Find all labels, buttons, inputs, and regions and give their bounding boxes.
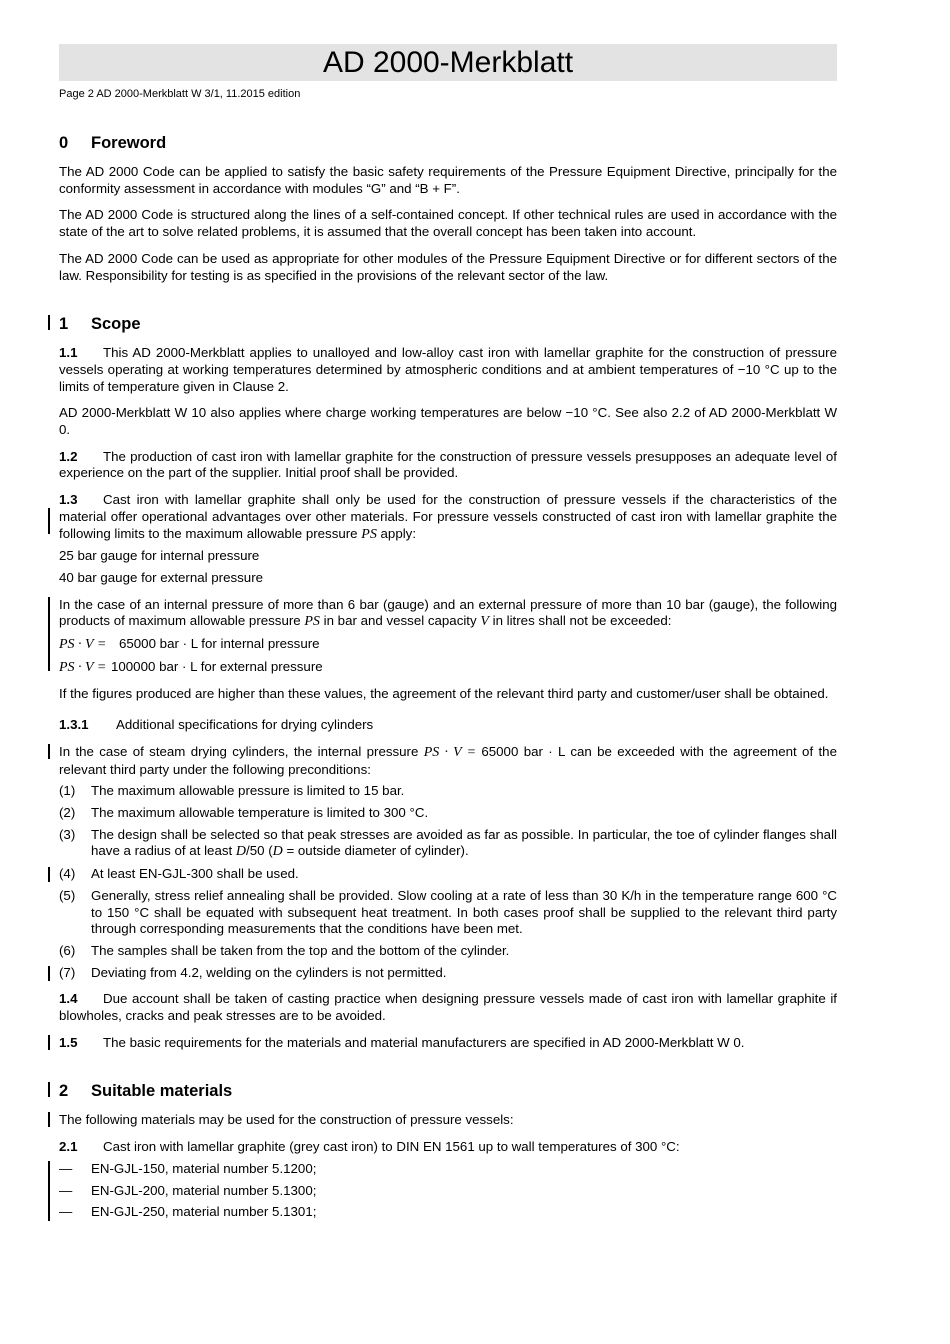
list-item — [59, 827, 837, 861]
foreword-paragraph-2: The AD 2000 Code is structured along the lines of a self-contained concept. If other technical rules are used in accordance with the state of the art to solve related problems, it is assumed that the overall concept has been taken into account. — [59, 207, 837, 240]
section-1-heading — [59, 315, 837, 334]
materials-list — [59, 1161, 837, 1221]
text: The design shall be selected so that peak stresses are avoided as far as possible. In particular, the toe of cylinder flanges shall have a radius of at least — [91, 826, 837, 859]
list-item — [59, 866, 837, 883]
clause-1-2 — [59, 449, 837, 482]
change-bar — [48, 508, 50, 534]
item-label: (5) — [59, 887, 76, 903]
d-symbol: D — [272, 844, 283, 860]
text: in litres shall not be exceeded: — [492, 613, 672, 629]
change-bar — [48, 1112, 50, 1127]
change-bar — [48, 315, 50, 330]
clause-text: Cast iron with lamellar graphite (grey cast iron) to DIN EN 1561 up to wall temperatures of 300 °C: — [103, 1139, 680, 1155]
list-item — [59, 888, 837, 938]
clause-1-4 — [59, 991, 837, 1024]
psv-value: 65000 bar · L for internal pressure — [119, 636, 320, 652]
psv-formula: PS · V = — [59, 637, 107, 653]
clause-text: The basic requirements for the materials and material manufacturers are specified in AD 2000-Merkblatt W 0. — [103, 1034, 745, 1050]
item-text: The samples shall be taken from the top and the bottom of the cylinder. — [91, 942, 510, 958]
dash: — — [59, 1160, 73, 1176]
clause-number: 1.5 — [59, 1034, 78, 1050]
change-bar — [48, 867, 50, 882]
clause-2-1 — [59, 1139, 837, 1156]
page — [59, 44, 837, 1221]
clause-number: 1.4 — [59, 991, 78, 1007]
material-text: EN-GJL-250, material number 5.1301; — [91, 1204, 317, 1220]
text: /50 ( — [246, 843, 273, 859]
v-symbol: V — [480, 614, 489, 630]
psv-internal — [59, 636, 837, 654]
text: The following materials may be used for the construction of pressure vessels: — [59, 1112, 514, 1128]
change-bar — [48, 1082, 50, 1097]
section-title: Suitable materials — [91, 1082, 233, 1101]
foreword-paragraph-3: The AD 2000 Code can be used as appropriate for other modules of the Pressure Equipment Directive or for different sectors of the law. Responsibility for testing is as specified in the provisions of the relevant sector of the law. — [59, 250, 837, 283]
text: 65000 bar · L can be exceeded with the agreement of the relevant third party under the following preconditions: — [59, 743, 837, 777]
product-limits-intro — [59, 597, 837, 631]
change-bar — [48, 597, 50, 671]
list-item — [59, 943, 837, 960]
clause-number: 2.1 — [59, 1139, 78, 1155]
clause-text-end: apply: — [380, 525, 417, 541]
list-item — [59, 805, 837, 822]
section-0-heading — [59, 134, 837, 153]
clause-text: Cast iron with lamellar graphite shall only be used for the construction of pressure vessels if the characteristics of the material offer operational advantages over other materials. For pressure vessels constructed of cast iron with lamellar graphite the following limits to the maximum allowable pressure — [59, 492, 837, 541]
item-label: (7) — [59, 964, 76, 980]
clause-text: Due account shall be taken of casting practice when designing pressure vessels made of cast iron with lamellar graphite if blowholes, cracks and peak stresses are to be avoided. — [59, 991, 837, 1024]
list-item — [59, 965, 837, 982]
clause-1-3-agreement: If the figures produced are higher than these values, the agreement of the relevant third party and customer/user shall be obtained. — [59, 686, 829, 702]
clause-number: 1.1 — [59, 345, 78, 361]
section-number: 2 — [59, 1082, 69, 1101]
text: In the case of an internal pressure of more than 6 bar (gauge) and an external pressure of more than 10 bar (gauge), the following products of maximum allowable pressure — [59, 596, 837, 629]
page-meta: Page 2 AD 2000-Merkblatt W 3/1, 11.2015 edition — [59, 88, 301, 100]
clause-1-3 — [59, 492, 837, 543]
item-label: (2) — [59, 804, 76, 820]
item-text: The maximum allowable temperature is limited to 300 °C. — [91, 804, 429, 820]
clause-1-1-note: AD 2000-Merkblatt W 10 also applies where charge working temperatures are below −10 °C. See also 2.2 of AD 2000-Merkblatt W 0. — [59, 405, 837, 438]
clause-text: This AD 2000-Merkblatt applies to unalloyed and low-alloy cast iron with lamellar graphite for the construction of pressure vessels operating at working temperatures determined by atmospheric conditions and at ambient temperatures of −10 °C up to the limits of temperature given in Clause 2. — [59, 345, 837, 394]
clause-number: 1.3.1 — [59, 717, 89, 733]
text: = outside diameter of cylinder). — [286, 843, 469, 859]
list-item — [59, 783, 837, 800]
item-text: At least EN-GJL-300 shall be used. — [91, 866, 299, 882]
clause-1-3-1-text — [59, 744, 837, 778]
clause-1-3-1-heading — [59, 717, 837, 734]
change-bar — [48, 1161, 50, 1221]
dash: — — [59, 1204, 73, 1220]
clause-text: The production of cast iron with lamellar graphite for the construction of pressure vessels presupposes an adequate level of experience on the part of the supplier. Initial proof shall be provided. — [59, 448, 837, 481]
document-header: AD 2000-Merkblatt — [59, 44, 837, 81]
psv-formula: PS · V = — [59, 659, 107, 675]
item-label: (1) — [59, 783, 76, 799]
material-text: EN-GJL-150, material number 5.1200; — [91, 1160, 317, 1176]
ps-symbol: PS — [304, 614, 320, 630]
change-bar — [48, 1035, 50, 1050]
item-label: (4) — [59, 866, 76, 882]
section-2-heading — [59, 1082, 837, 1101]
materials-intro — [59, 1112, 837, 1129]
foreword-paragraph-1: The AD 2000 Code can be applied to satisfy the basic safety requirements of the Pressure Equipment Directive, principally for the conformity assessment in accordance with modules “G” and “B + F”. — [59, 164, 837, 196]
material-item — [59, 1161, 837, 1178]
dash: — — [59, 1182, 73, 1198]
psv-formula: PS · V = — [423, 744, 477, 760]
clause-1-5 — [59, 1035, 837, 1052]
material-item — [59, 1183, 837, 1200]
text: In the case of steam drying cylinders, the internal pressure — [59, 743, 419, 759]
material-item — [59, 1204, 837, 1221]
item-label: (6) — [59, 942, 76, 958]
limit-external: 40 bar gauge for external pressure — [59, 569, 264, 585]
section-number: 0 — [59, 134, 69, 152]
limit-internal: 25 bar gauge for internal pressure — [59, 548, 260, 564]
clause-number: 1.3 — [59, 492, 78, 508]
item-text: Generally, stress relief annealing shall be provided. Slow cooling at a rate of less than 30 K/h in the temperature range 600 °C to 150 °C shall be equated with subsequent heat treatment. In both cases proof shall be supplied to the relevant third party through corresponding measurements that the conditions have been met. — [91, 887, 837, 937]
clause-1-1 — [59, 345, 837, 395]
section-title: Scope — [91, 315, 141, 334]
clause-number: 1.2 — [59, 448, 78, 464]
item-text — [91, 827, 837, 861]
change-bar — [48, 966, 50, 981]
d-symbol: D — [235, 844, 247, 860]
text: in bar and vessel capacity — [323, 613, 477, 629]
item-label: (3) — [59, 826, 76, 842]
psv-value: 100000 bar · L for external pressure — [111, 658, 323, 674]
product-limits-block — [59, 597, 837, 677]
clause-title: Additional specifications for drying cylinders — [116, 717, 374, 733]
section-number: 1 — [59, 315, 69, 334]
ps-symbol: PS — [361, 526, 377, 542]
change-bar — [48, 744, 50, 759]
item-text: Deviating from 4.2, welding on the cylinders is not permitted. — [91, 964, 447, 980]
psv-external — [59, 659, 837, 677]
material-text: EN-GJL-200, material number 5.1300; — [91, 1182, 317, 1198]
section-title: Foreword — [91, 134, 167, 152]
item-text: The maximum allowable pressure is limited to 15 bar. — [91, 783, 405, 799]
